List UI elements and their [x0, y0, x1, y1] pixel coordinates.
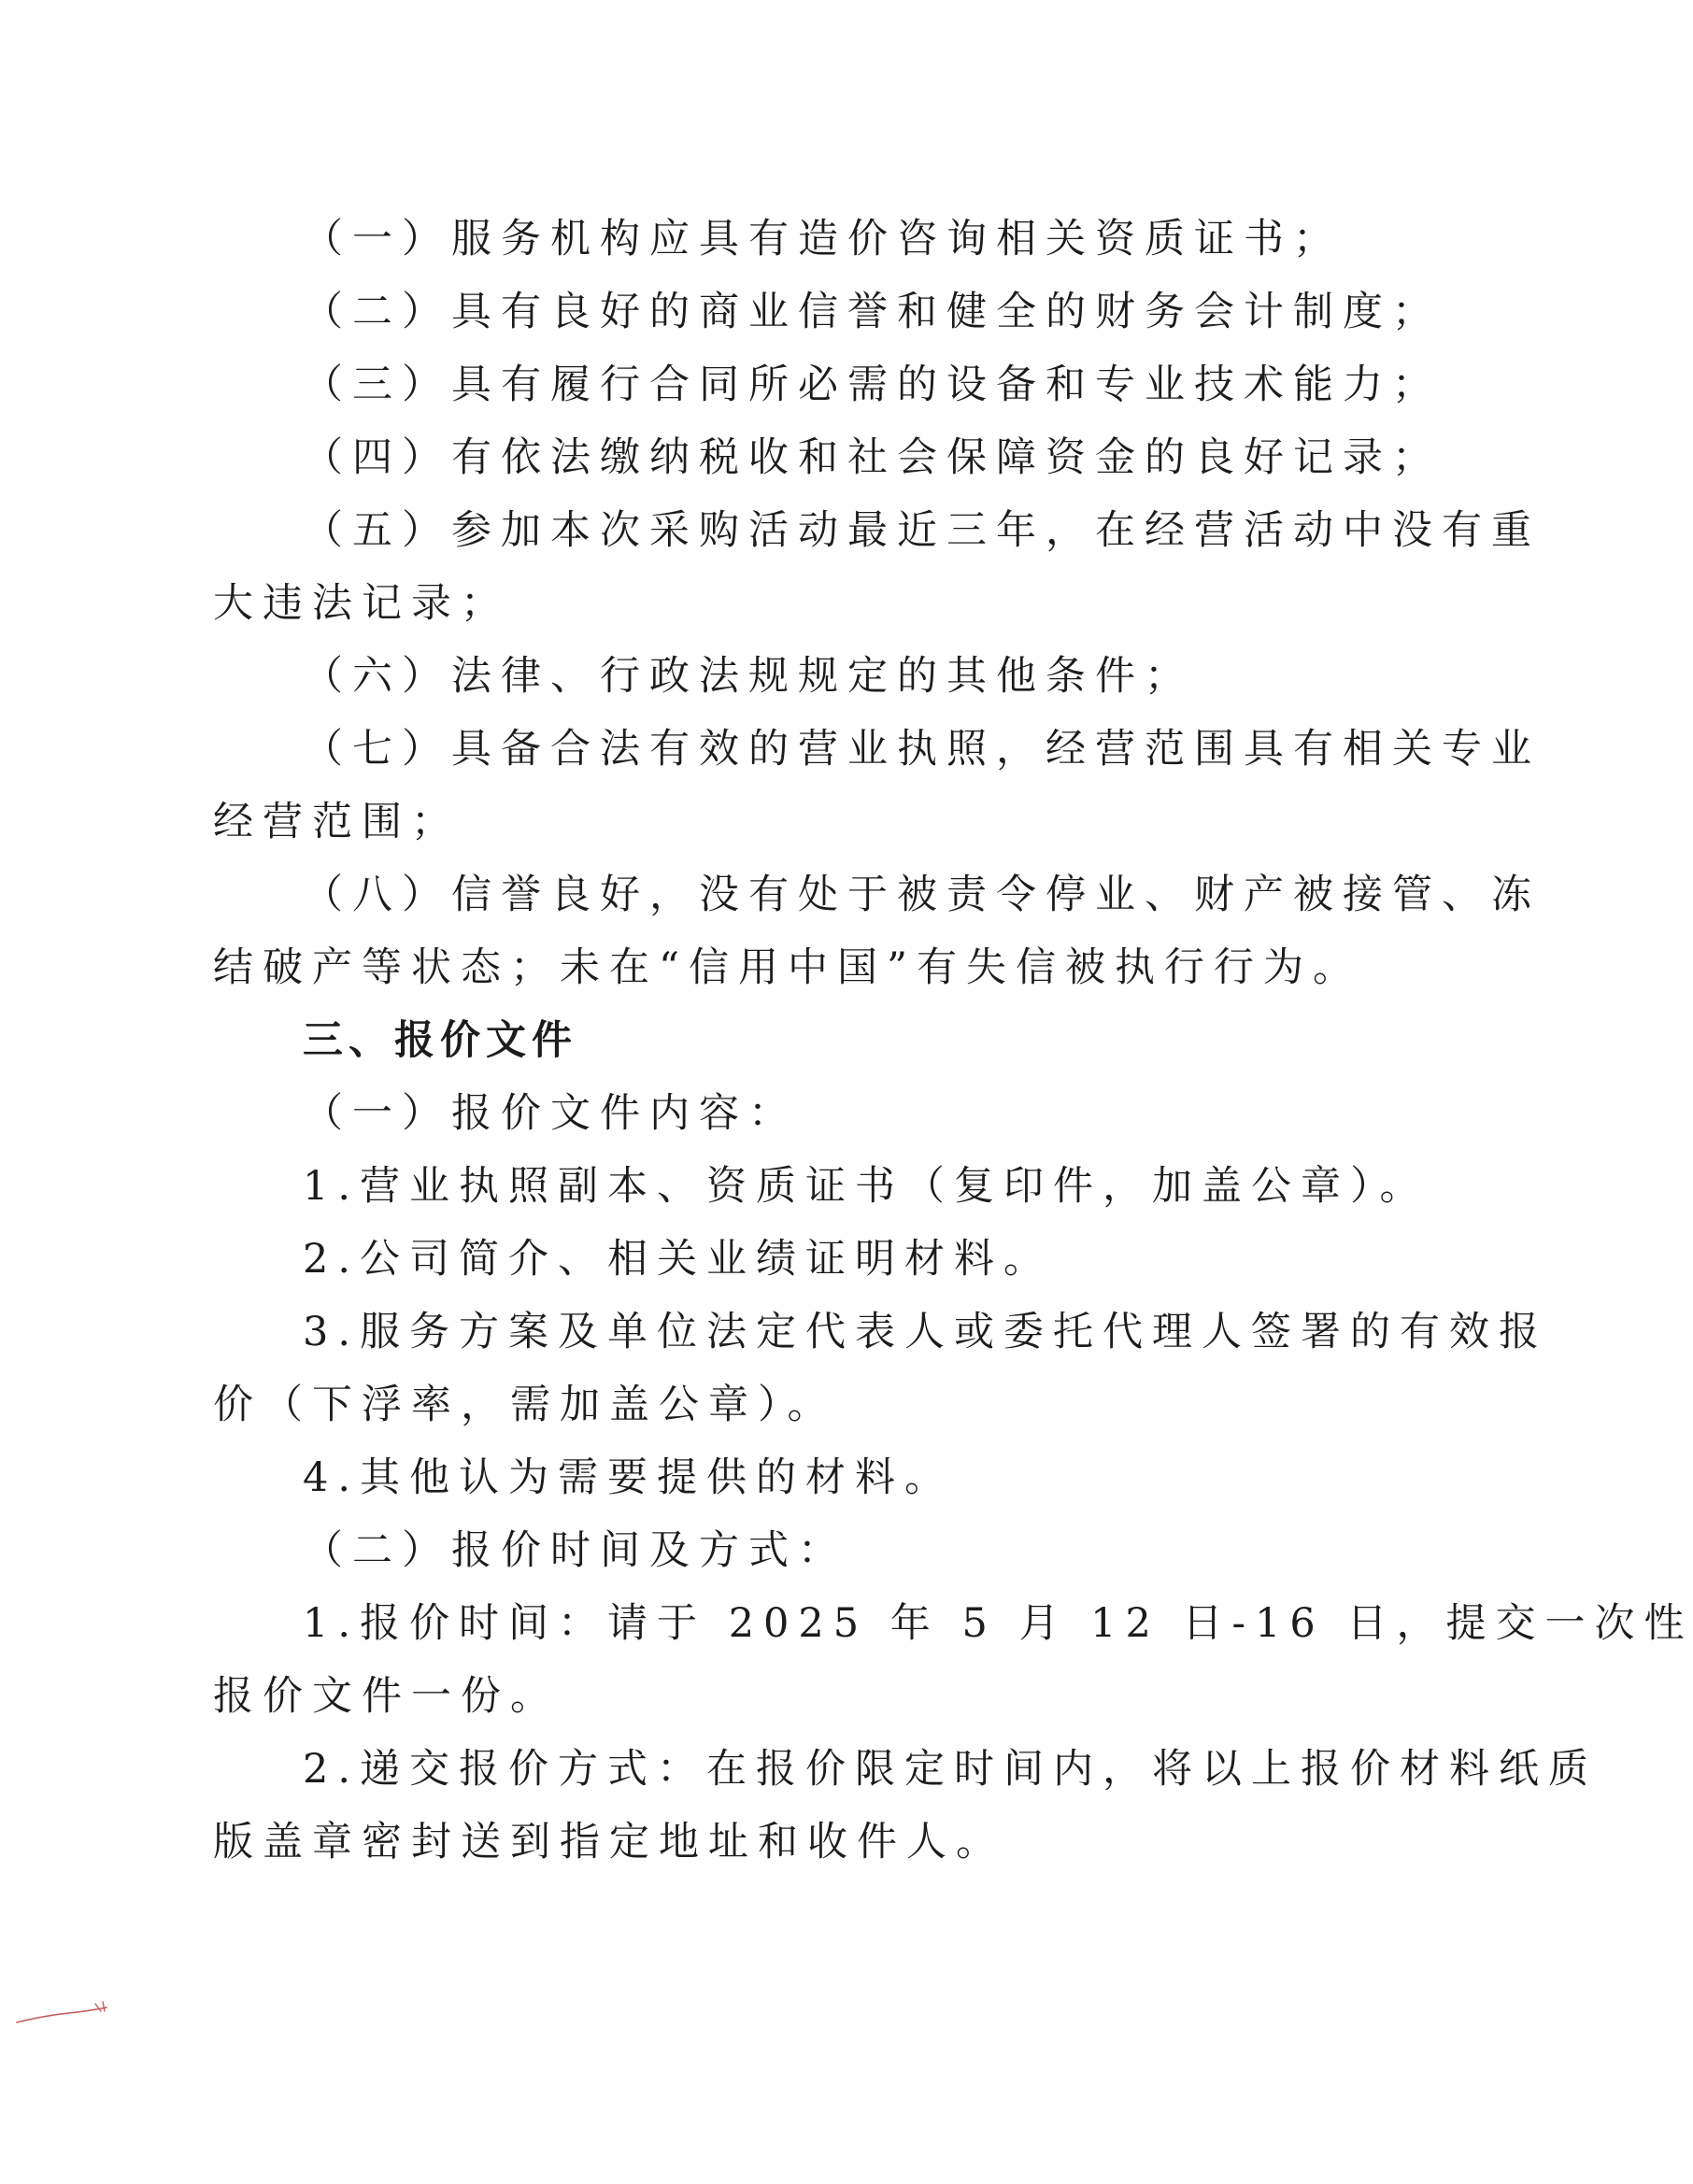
section-heading-quotation-documents: 三、报价文件	[303, 1017, 577, 1064]
subsection-quotation-time-method: （二）报价时间及方式：	[303, 1527, 847, 1574]
time-item-2-line-2: 版盖章密封送到指定地址和收件人。	[213, 1819, 1005, 1865]
time-item-1-line-2: 报价文件一份。	[213, 1673, 560, 1720]
time-item-2-line-1: 2.递交报价方式：在报价限定时间内，将以上报价材料纸质	[303, 1746, 1599, 1793]
requirement-5-line-2: 大违法记录；	[213, 580, 510, 627]
requirement-8-line-1: （八）信誉良好，没有处于被责令停业、财产被接管、冻	[303, 872, 1541, 918]
time-item-1-line-1: 1.报价时间：请于 2025 年 5 月 12 日-16 日，提交一次性	[303, 1600, 1693, 1647]
contents-item-3-line-1: 3.服务方案及单位法定代表人或委托代理人签署的有效报	[303, 1309, 1549, 1355]
contents-item-1: 1.营业执照副本、资质证书（复印件，加盖公章）。	[303, 1163, 1430, 1210]
requirement-1: （一）服务机构应具有造价咨询相关资质证书；	[303, 216, 1343, 262]
contents-item-3-line-2: 价（下浮率，需加盖公章）。	[213, 1382, 837, 1428]
requirement-8-line-2: 结破产等状态；未在“信用中国”有失信被执行行为。	[213, 944, 1362, 991]
contents-item-4: 4.其他认为需要提供的材料。	[303, 1454, 955, 1501]
subsection-quotation-contents: （一）报价文件内容：	[303, 1090, 798, 1137]
requirement-7-line-1: （七）具备合法有效的营业执照，经营范围具有相关专业	[303, 726, 1541, 773]
requirement-6: （六）法律、行政法规规定的其他条件；	[303, 653, 1194, 700]
requirement-4: （四）有依法缴纳税收和社会保障资金的良好记录；	[303, 434, 1442, 481]
requirement-2: （二）具有良好的商业信誉和健全的财务会计制度；	[303, 289, 1442, 335]
handwritten-mark	[13, 1994, 116, 2032]
requirement-3: （三）具有履行合同所必需的设备和专业技术能力；	[303, 362, 1442, 408]
contents-item-2: 2.公司简介、相关业绩证明材料。	[303, 1236, 1054, 1283]
requirement-5-line-1: （五）参加本次采购活动最近三年，在经营活动中没有重	[303, 507, 1541, 554]
requirement-7-line-2: 经营范围；	[213, 799, 461, 845]
